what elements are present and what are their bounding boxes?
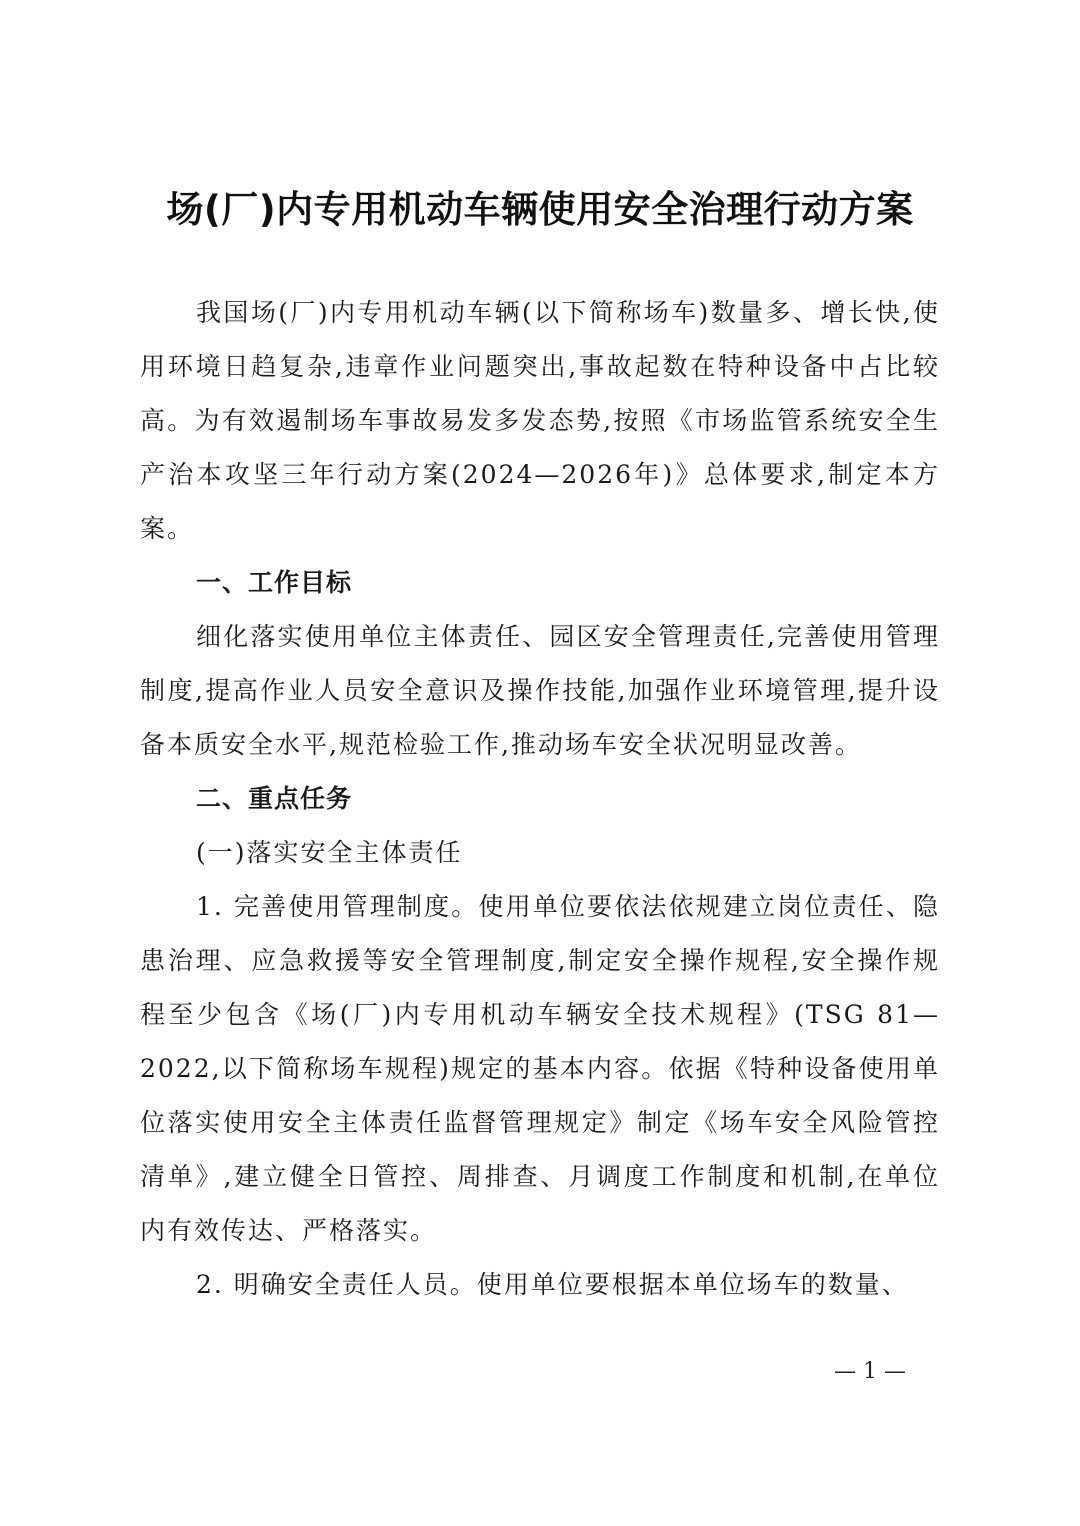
section-heading-key-tasks: 二、重点任务 bbox=[196, 784, 353, 813]
document-body bbox=[140, 286, 940, 1312]
intro-paragraph: 我国场(厂)内专用机动车辆(以下简称场车)数量多、增长快,使用环境日趋复杂,违章作业问题突出,事故起数在特种设备中占比较高。为有效遏制场车事故易发多发态势,按照《市场监管系统安全生产治本攻坚三年行动方案(2024—2026年)》总体要求,制定本方案。 bbox=[140, 298, 940, 543]
section-heading-work-goals: 一、工作目标 bbox=[196, 568, 353, 597]
subsection-heading-safety-responsibility: (一)落实安全主体责任 bbox=[196, 838, 463, 867]
page-number: — 1 — bbox=[834, 1359, 906, 1384]
work-goals-paragraph: 细化落实使用单位主体责任、园区安全管理责任,完善使用管理制度,提高作业人员安全意识及操作技能,加强作业环境管理,提升设备本质安全水平,规范检验工作,推动场车安全状况明显改善。 bbox=[140, 622, 940, 759]
task-item-1-paragraph: 1. 完善使用管理制度。使用单位要依法依规建立岗位责任、隐患治理、应急救援等安全管理制度,制定安全操作规程,安全操作规程至少包含《场(厂)内专用机动车辆安全技术规程》(TSG 81—2022,以下简称场车规程)规定的基本内容。依据《特种设备使用单位落实使用安全主体责任监督管理规定》制定《场车安全风险管控清单》,建立健全日管控、周排查、月调度工作制度和机制,在单位内有效传达、严格落实。 bbox=[140, 892, 940, 1245]
document-title: 场(厂)内专用机动车辆使用安全治理行动方案 bbox=[166, 188, 914, 231]
task-item-2-paragraph: 2. 明确安全责任人员。使用单位要根据本单位场车的数量、 bbox=[196, 1270, 909, 1299]
